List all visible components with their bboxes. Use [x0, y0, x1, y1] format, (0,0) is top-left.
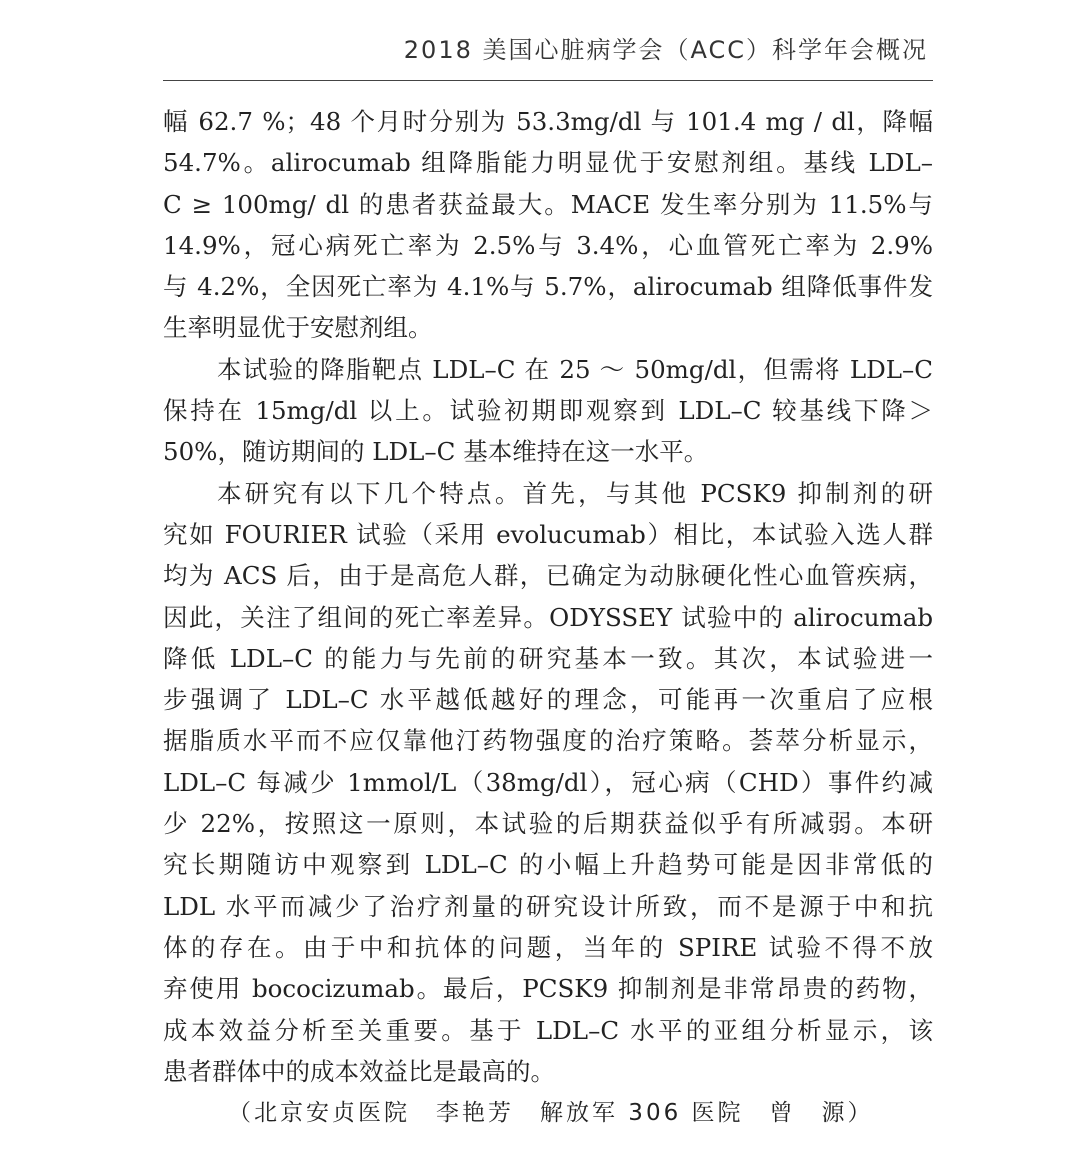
text-line: C ≥ 100mg/ dl 的患者获益最大。MACE 发生率分别为 11.5%与 [163, 189, 933, 219]
text-line: 均为 ACS 后，由于是高危人群，已确定为动脉硬化性心血管疾病， [163, 561, 933, 591]
text-line: 14.9%，冠心病死亡率为 2.5%与 3.4%，心血管死亡率为 2.9% [163, 230, 933, 260]
text-line: 降低 LDL–C 的能力与先前的研究基本一致。其次，本试验进一 [163, 643, 933, 673]
text-line: 患者群体中的成本效益比是最高的。 [163, 1056, 555, 1086]
text-line: 弃使用 bococizumab。最后，PCSK9 抑制剂是非常昂贵的药物， [163, 974, 933, 1004]
text-line: 步强调了 LDL–C 水平越低越好的理念，可能再一次重启了应根 [163, 685, 933, 715]
text-line: 究如 FOURIER 试验（采用 evolucumab）相比，本试验入选人群 [163, 519, 933, 549]
text-line: 本试验的降脂靶点 LDL–C 在 25 ～ 50mg/dl，但需将 LDL–C [217, 354, 933, 384]
text-line: 少 22%，按照这一原则，本试验的后期获益似乎有所减弱。本研 [163, 809, 933, 839]
text-line: 与 4.2%，全因死亡率为 4.1%与 5.7%，alirocumab 组降低事件发 [163, 272, 933, 302]
text-line: 究长期随访中观察到 LDL–C 的小幅上升趋势可能是因非常低的 [163, 850, 933, 880]
text-line: 成本效益分析至关重要。基于 LDL–C 水平的亚组分析显示，该 [163, 1015, 933, 1045]
text-line: 据脂质水平而不应仅靠他汀药物强度的治疗策略。荟萃分析显示， [163, 726, 933, 756]
paragraph [163, 101, 933, 349]
running-header: 2018 美国心脏病学会（ACC）科学年会概况 [403, 36, 928, 64]
header-rule [163, 80, 933, 81]
article-body [163, 101, 933, 1092]
text-line: 因此，关注了组间的死亡率差异。ODYSSEY 试验中的 alirocumab [163, 602, 933, 632]
text-line: LDL–C 每减少 1mmol/L（38mg/dl），冠心病（CHD）事件约减 [163, 767, 933, 797]
text-line: 50%，随访期间的 LDL–C 基本维持在这一水平。 [163, 437, 709, 467]
text-line: 54.7%。alirocumab 组降脂能力明显优于安慰剂组。基线 LDL– [163, 148, 933, 178]
text-line: LDL 水平而减少了治疗剂量的研究设计所致，而不是源于中和抗 [163, 891, 933, 921]
text-line: 体的存在。由于中和抗体的问题，当年的 SPIRE 试验不得不放 [163, 932, 933, 962]
author-signature: （北京安贞医院 李艳芳 解放军 306 医院 曾 源） [228, 1100, 874, 1126]
text-line: 幅 62.7 %；48 个月时分别为 53.3mg/dl 与 101.4 mg / dl，降幅 [163, 107, 933, 136]
text-line: 生率明显优于安慰剂组。 [163, 313, 433, 343]
paragraph [163, 473, 933, 1092]
text-line: 本研究有以下几个特点。首先，与其他 PCSK9 抑制剂的研 [217, 478, 933, 508]
paragraph [163, 349, 933, 473]
text-line: 保持在 15mg/dl 以上。试验初期即观察到 LDL–C 较基线下降＞ [163, 396, 933, 426]
